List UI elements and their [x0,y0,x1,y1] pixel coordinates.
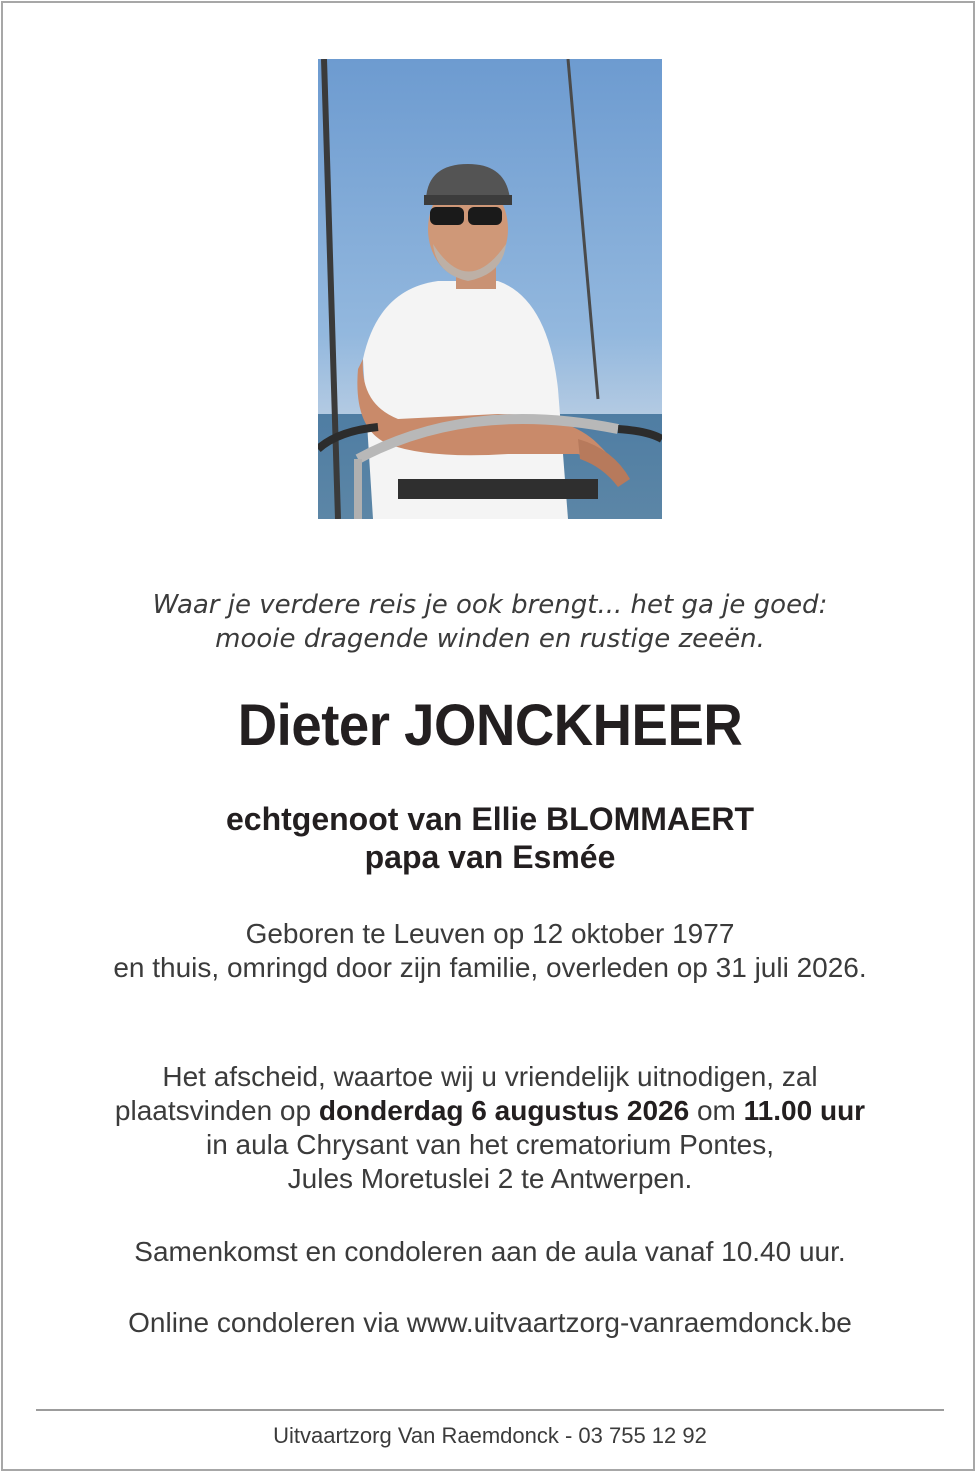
portrait-photo [318,59,662,519]
life-dates [0,917,980,985]
quote-line-2: mooie dragende winden en rustige zeeën. [215,624,765,654]
farewell-time: 11.00 uur [743,1095,866,1126]
deceased-name: Dieter JONCKHEER [237,693,743,758]
farewell-details [0,1060,980,1196]
farewell-prefix: plaatsvinden op [114,1095,319,1126]
gathering-info: Samenkomst en condoleren aan de aula vanaf 10.40 uur. [134,1236,846,1267]
footer-divider [36,1409,944,1411]
quote-line-1: Waar je verdere reis je ook brengt... het ga je goed: [152,590,828,620]
farewell-address: Jules Moretuslei 2 te Antwerpen. [287,1163,693,1194]
memorial-quote [0,588,980,656]
farewell-mid: om [689,1095,744,1126]
online-condolence: Online condoleren via www.uitvaartzorg-vanraemdonck.be [128,1307,852,1338]
child-line: papa van Esmée [364,839,616,875]
birth-line: Geboren te Leuven op 12 oktober 1977 [245,918,735,949]
family-relations [0,800,980,876]
farewell-date: donderdag 6 augustus 2026 [318,1095,690,1126]
farewell-line-2 [0,1094,980,1128]
farewell-venue: in aula Chrysant van het crematorium Pontes, [205,1129,775,1160]
spouse-line: echtgenoot van Ellie BLOMMAERT [225,801,755,837]
funeral-home-contact: Uitvaartzorg Van Raemdonck - 03 755 12 92 [273,1423,707,1448]
death-line: en thuis, omringd door zijn familie, overleden op 31 juli 2026. [113,952,867,983]
farewell-line-1: Het afscheid, waartoe wij u vriendelijk uitnodigen, zal [162,1061,818,1092]
